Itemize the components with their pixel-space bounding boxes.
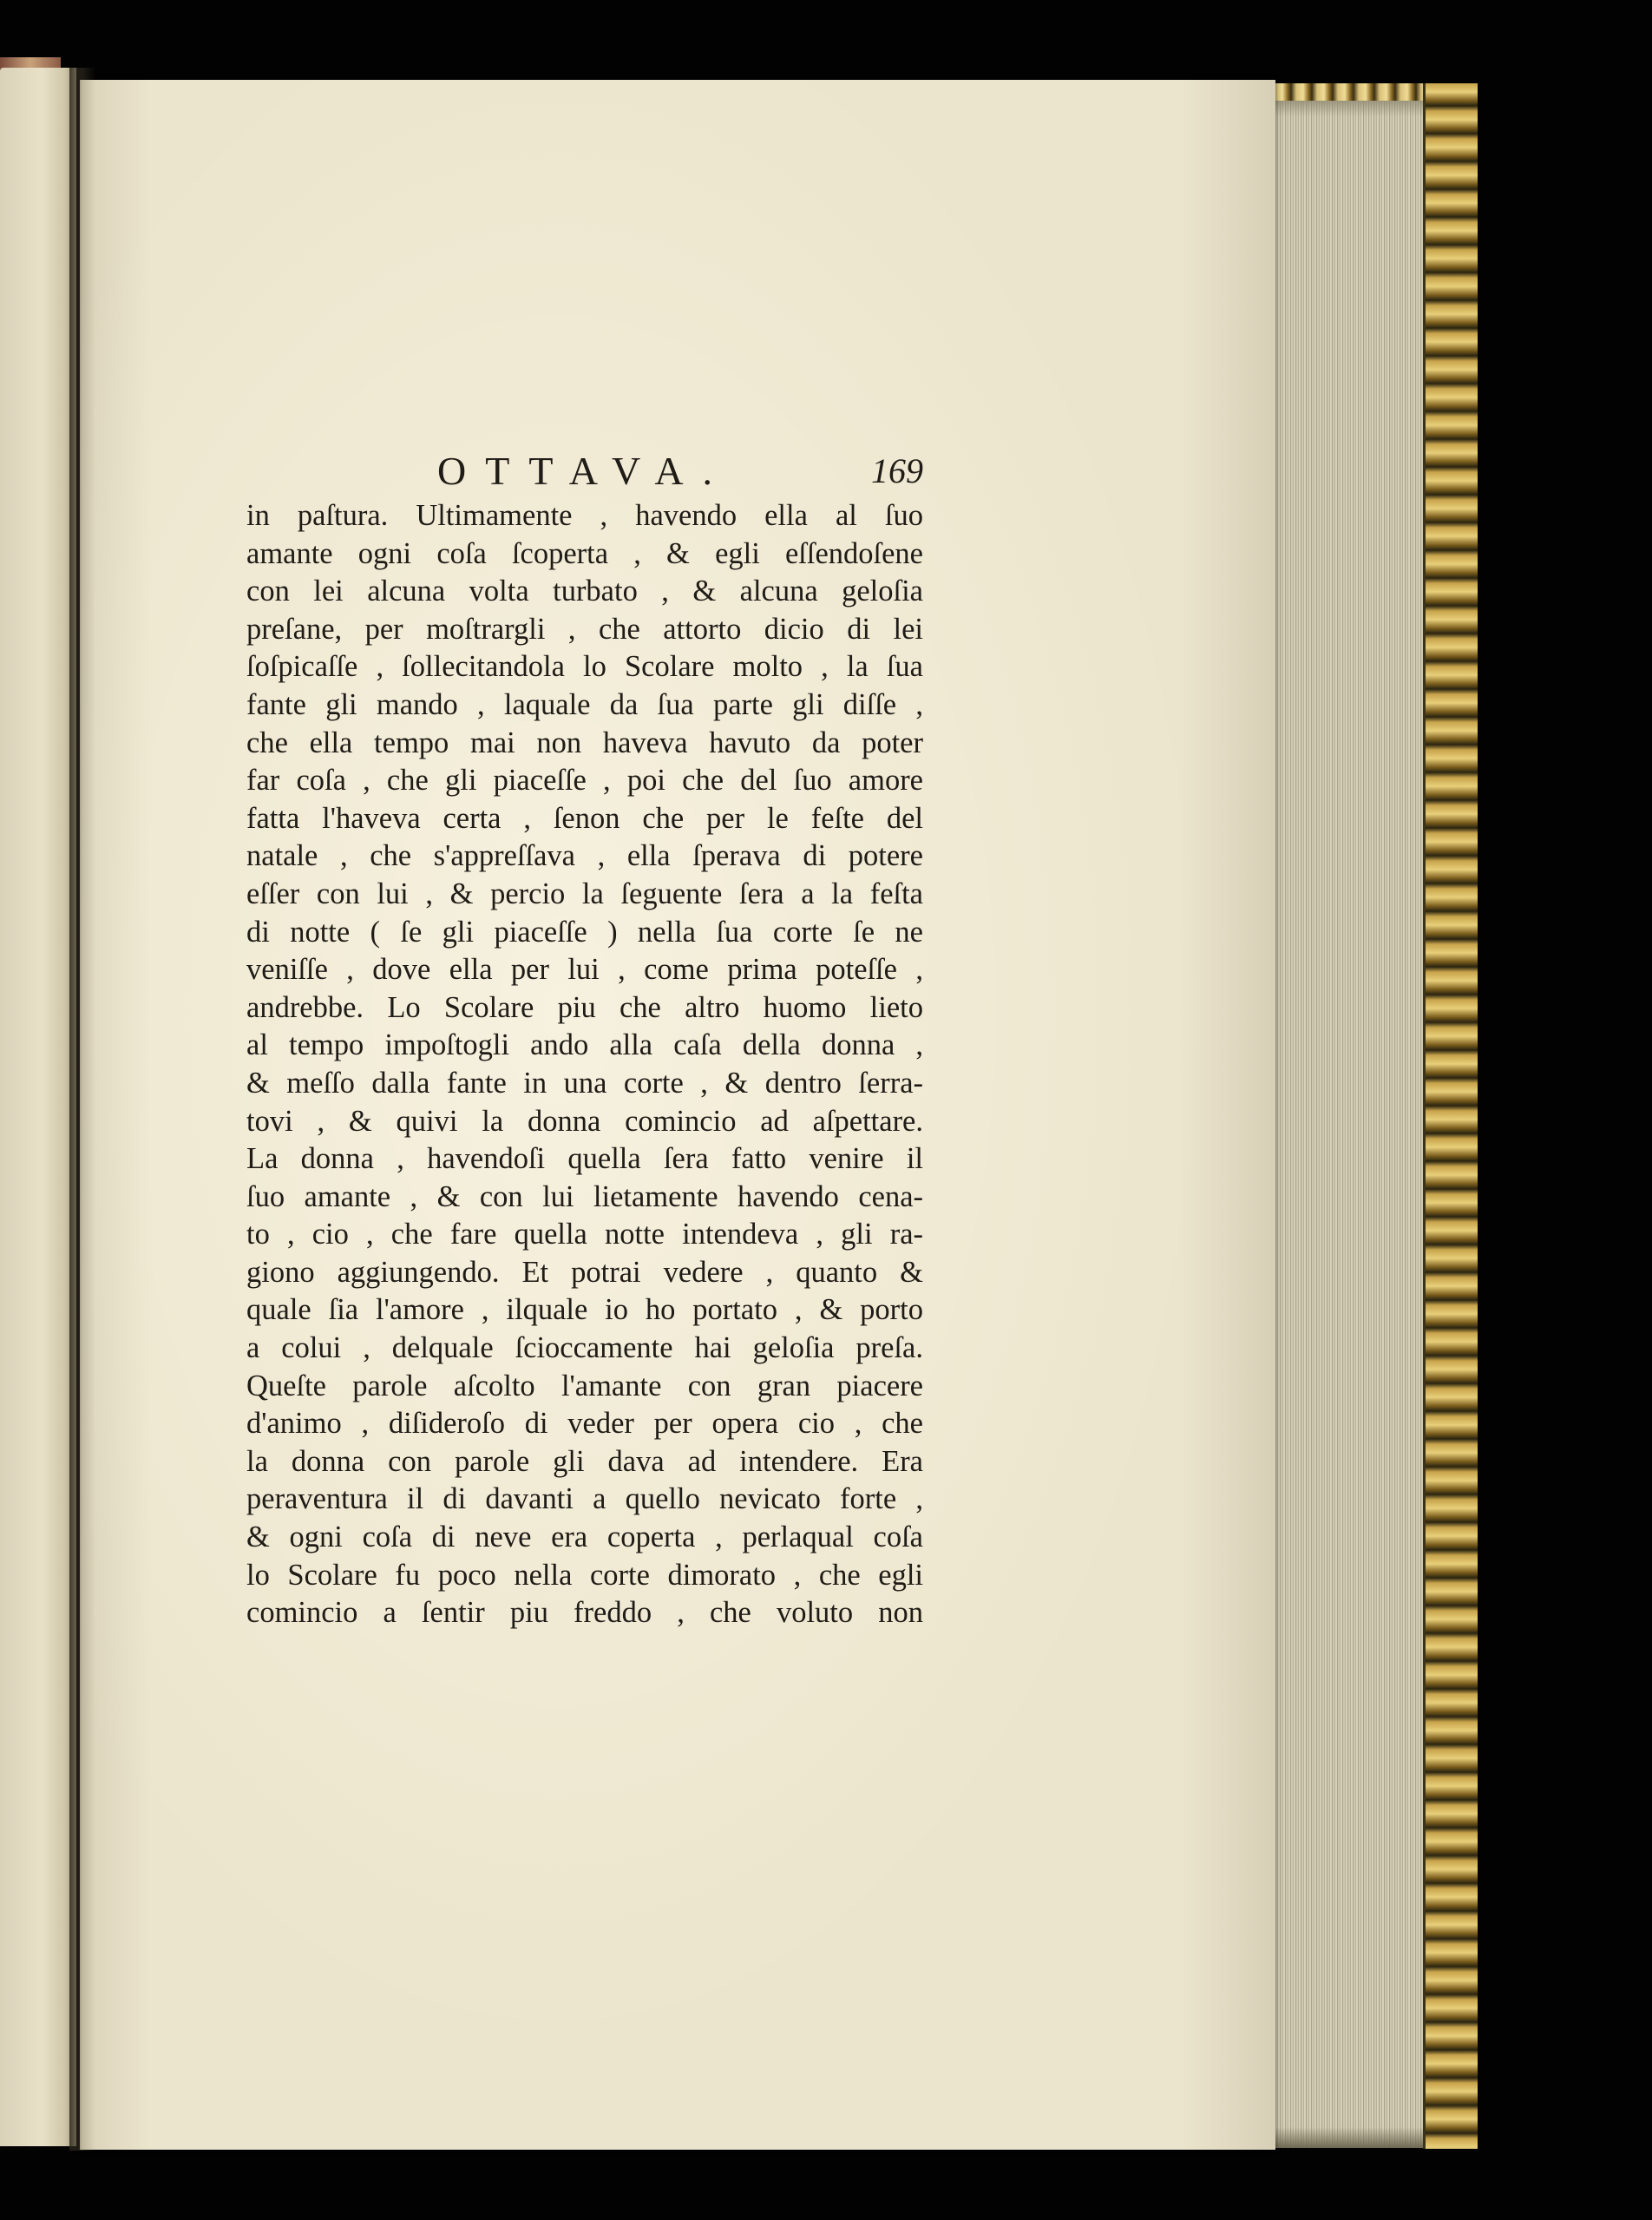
text-line: al tempo impoſtogli ando alla caſa della donna , bbox=[246, 1028, 923, 1062]
text-line: La donna , havendoſi quella ſera fatto venire il bbox=[246, 1142, 923, 1176]
previous-page-edge bbox=[0, 68, 76, 2146]
text-line: in paſtura. Ultimamente , havendo ella al ſuo bbox=[246, 499, 923, 532]
text-line: to , cio , che fare quella notte intendeva , gli ra- bbox=[246, 1218, 923, 1251]
text-line: ſuo amante , & con lui lietamente havendo cena- bbox=[246, 1179, 923, 1213]
running-head bbox=[246, 447, 923, 496]
text-line: veniſſe , dove ella per lui , come prima poteſſe , bbox=[246, 953, 923, 987]
text-line: & ogni coſa di neve era coperta , perlaqual coſa bbox=[246, 1521, 923, 1554]
text-line: a colui , delquale ſcioccamente hai geloſia preſa. bbox=[246, 1331, 923, 1365]
text-line: che ella tempo mai non haveva havuto da poter bbox=[246, 726, 923, 759]
text-line: quale ſia l'amore , ilquale io ho portato , & porto bbox=[246, 1293, 923, 1327]
text-line: d'animo , diſideroſo di veder per opera cio , che bbox=[246, 1407, 923, 1441]
text-line: con lei alcuna volta turbato , & alcuna geloſia bbox=[246, 575, 923, 608]
text-line: peraventura il di davanti a quello nevicato forte , bbox=[246, 1482, 923, 1516]
body-text bbox=[246, 497, 923, 1632]
text-line: fante gli mando , laquale da ſua parte gli diſſe , bbox=[246, 687, 923, 721]
text-line: far coſa , che gli piaceſſe , poi che del ſuo amore bbox=[246, 764, 923, 798]
text-block bbox=[246, 447, 923, 1632]
page-number: 169 bbox=[871, 451, 923, 490]
text-line: andrebbe. Lo Scolare piu che altro huomo lieto bbox=[246, 990, 923, 1024]
text-line: tovi , & quivi la donna comincio ad aſpettare. bbox=[246, 1104, 923, 1138]
text-line: giono aggiungendo. Et potrai vedere , quanto & bbox=[246, 1255, 923, 1289]
text-line: natale , che s'appreſſava , ella ſperava di potere bbox=[246, 839, 923, 873]
running-title: OTTAVA. bbox=[437, 449, 732, 493]
page-block-edges bbox=[1275, 95, 1423, 2148]
text-line: Queſte parole aſcolto l'amante con gran piacere bbox=[246, 1369, 923, 1402]
text-line: amante ogni coſa ſcoperta , & egli eſſendoſene bbox=[246, 536, 923, 570]
text-line: di notte ( ſe gli piaceſſe ) nella ſua corte ſe ne bbox=[246, 915, 923, 949]
text-line: comincio a ſentir piu freddo , che voluto non bbox=[246, 1596, 923, 1630]
text-line: & meſſo dalla fante in una corte , & dentro ſerra- bbox=[246, 1066, 923, 1100]
text-line: la donna con parole gli dava ad intendere. Era bbox=[246, 1444, 923, 1478]
text-line: preſane, per moſtrargli , che attorto dicio di lei bbox=[246, 612, 923, 646]
gilt-cover-edge bbox=[1423, 83, 1478, 2149]
gutter-shadow bbox=[69, 68, 95, 2151]
text-line: ſoſpicaſſe , ſollecitandola lo Scolare molto , la ſua bbox=[246, 650, 923, 684]
text-line: eſſer con lui , & percio la ſeguente ſera a la feſta bbox=[246, 877, 923, 910]
text-line: lo Scolare fu poco nella corte dimorato , che egli bbox=[246, 1558, 923, 1592]
text-line: fatta l'haveva certa , ſenon che per le feſte del bbox=[246, 801, 923, 835]
